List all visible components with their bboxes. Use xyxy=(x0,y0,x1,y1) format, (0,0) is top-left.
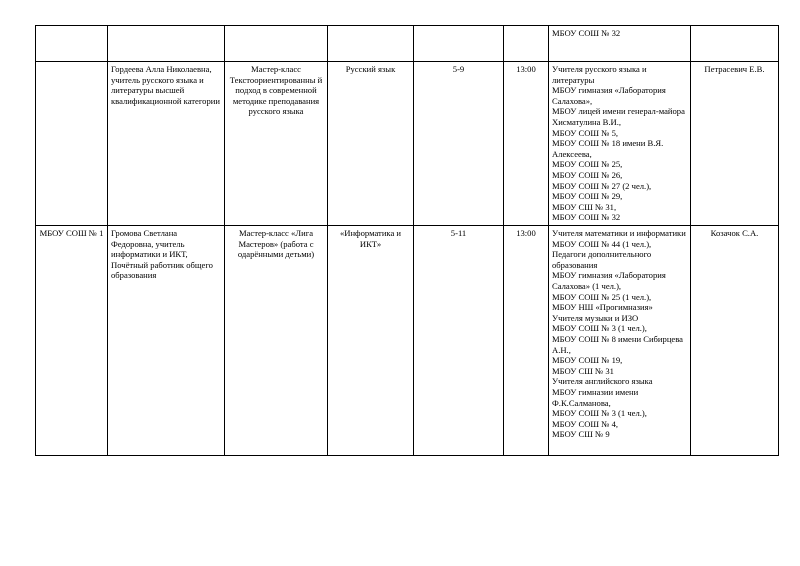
subject-cell: «Информатика и ИКТ» xyxy=(328,226,414,456)
participants-cell: Учителя математики и информатики МБОУ СОШ № 44 (1 чел.), Педагоги дополнительного образования МБОУ гимназия «Лаборатория Салахова» (1 чел.), МБОУ СОШ № 25 (1 чел.), МБОУ НШ «Прогимназия» Учителя музыки и ИЗО МБОУ СОШ № 3 (1 чел.), МБОУ СОШ № 8 имени Сибирцева А.Н., МБОУ СОШ № 19, МБОУ СШ № 31 Учителя английского языка МБОУ гимназии имени Ф.К.Салманова, МБОУ СОШ № 3 (1 чел.), МБОУ СОШ № 4, МБОУ СШ № 9 xyxy=(549,226,691,456)
teacher-cell: Гордеева Алла Николаевна, учитель русского языка и литературы высшей квалификационной категории xyxy=(108,62,225,226)
school-cell xyxy=(36,26,108,62)
grades-cell: 5-11 xyxy=(414,226,504,456)
participants-cell: Учителя русского языка и литературы МБОУ гимназия «Лаборатория Салахова», МБОУ лицей имени генерал-майора Хисматулина В.И., МБОУ СОШ № 5, МБОУ СОШ № 18 имени В.Я. Алексеева, МБОУ СОШ № 25, МБОУ СОШ № 26, МБОУ СОШ № 27 (2 чел.), МБОУ СОШ № 29, МБОУ СШ № 31, МБОУ СОШ № 32 xyxy=(549,62,691,226)
teacher-cell xyxy=(108,26,225,62)
event-cell: Мастер-класс «Лига Мастеров» (работа с одарёнными детьми) xyxy=(225,226,328,456)
event-cell xyxy=(225,26,328,62)
school-cell: МБОУ СОШ № 1 xyxy=(36,226,108,456)
grades-cell: 5-9 xyxy=(414,62,504,226)
participants-cell: МБОУ СОШ № 32 xyxy=(549,26,691,62)
grades-cell xyxy=(414,26,504,62)
schedule-table xyxy=(35,25,779,456)
responsible-cell: Козачок С.А. xyxy=(691,226,779,456)
event-cell: Мастер-класс Текстоориентированны й подход в современной методике преподавания русского языка xyxy=(225,62,328,226)
responsible-cell: Петрасевич Е.В. xyxy=(691,62,779,226)
table-row xyxy=(36,26,779,62)
responsible-cell xyxy=(691,26,779,62)
time-cell xyxy=(504,26,549,62)
school-cell xyxy=(36,62,108,226)
time-cell: 13:00 xyxy=(504,226,549,456)
table-row xyxy=(36,226,779,456)
teacher-cell: Громова Светлана Федоровна, учитель информатики и ИКТ, Почётный работник общего образования xyxy=(108,226,225,456)
table-row xyxy=(36,62,779,226)
subject-cell: Русский язык xyxy=(328,62,414,226)
subject-cell xyxy=(328,26,414,62)
time-cell: 13:00 xyxy=(504,62,549,226)
